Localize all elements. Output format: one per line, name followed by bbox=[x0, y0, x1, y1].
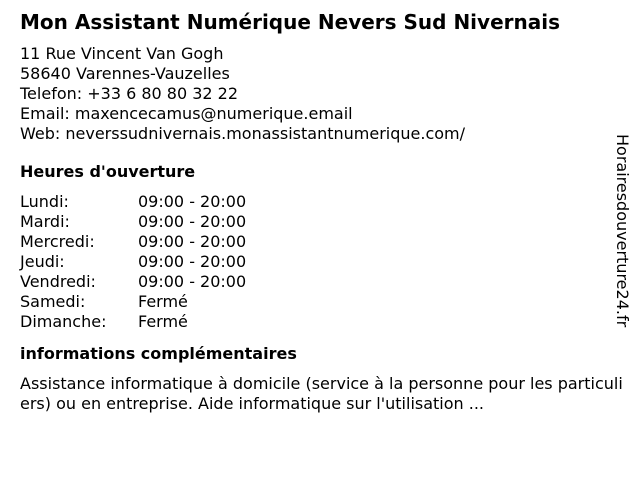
day-hours: Fermé bbox=[138, 292, 188, 311]
day-hours: 09:00 - 20:00 bbox=[138, 272, 247, 291]
day-label: Dimanche: bbox=[20, 312, 107, 331]
hours-heading: Heures d'ouverture bbox=[20, 162, 196, 181]
site-watermark: Horairesdouverture24.fr bbox=[613, 134, 632, 328]
hours-table bbox=[20, 192, 610, 332]
hours-row-wednesday bbox=[20, 232, 610, 252]
hours-row-tuesday bbox=[20, 212, 610, 232]
address-street: 11 Rue Vincent Van Gogh bbox=[20, 44, 224, 63]
phone-line: Telefon: +33 6 80 80 32 22 bbox=[20, 84, 239, 103]
info-description: Assistance informatique à domicile (service à la personne pour les particuliers) ou en entreprise. Aide informatique sur l'utilisation ... bbox=[20, 374, 623, 413]
hours-row-saturday bbox=[20, 292, 610, 312]
address-city: 58640 Varennes-Vauzelles bbox=[20, 64, 230, 83]
day-hours: 09:00 - 20:00 bbox=[138, 212, 247, 231]
hours-row-friday bbox=[20, 272, 610, 292]
business-name: Mon Assistant Numérique Nevers Sud Nivernais bbox=[20, 10, 560, 34]
day-hours: Fermé bbox=[138, 312, 188, 331]
info-heading: informations complémentaires bbox=[20, 344, 297, 363]
day-hours: 09:00 - 20:00 bbox=[138, 252, 247, 271]
day-label: Mercredi: bbox=[20, 232, 95, 251]
day-label: Vendredi: bbox=[20, 272, 96, 291]
contact-block bbox=[20, 44, 610, 144]
day-hours: 09:00 - 20:00 bbox=[138, 232, 247, 251]
web-line: Web: neverssudnivernais.monassistantnumerique.com/ bbox=[20, 124, 465, 143]
day-label: Jeudi: bbox=[20, 252, 65, 271]
email-line: Email: maxencecamus@numerique.email bbox=[20, 104, 353, 123]
hours-row-thursday bbox=[20, 252, 610, 272]
hours-row-monday bbox=[20, 192, 610, 212]
day-label: Mardi: bbox=[20, 212, 70, 231]
day-label: Samedi: bbox=[20, 292, 86, 311]
day-hours: 09:00 - 20:00 bbox=[138, 192, 247, 211]
day-label: Lundi: bbox=[20, 192, 69, 211]
hours-row-sunday bbox=[20, 312, 610, 332]
